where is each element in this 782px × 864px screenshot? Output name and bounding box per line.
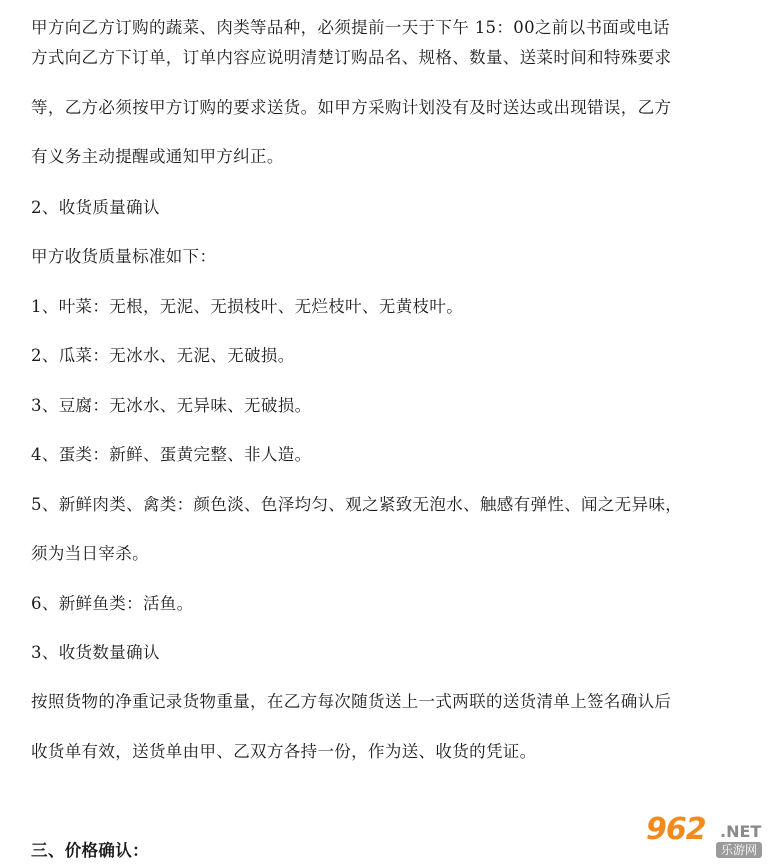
watermark-subtitle: 乐游网 xyxy=(716,842,762,858)
site-watermark-logo xyxy=(646,812,778,862)
section-heading: 三、价格确认： xyxy=(31,841,149,860)
paragraph-line: 甲方收货质量标准如下： xyxy=(31,247,217,266)
paragraph-line: 收货单有效，送货单由甲、乙双方各持一份，作为送、收货的凭证。 xyxy=(31,742,537,761)
list-item: 4、蛋类：新鲜、蛋黄完整、非人造。 xyxy=(31,445,312,464)
watermark-brand: 962 xyxy=(646,812,706,847)
subsection-title: 3、收货数量确认 xyxy=(31,643,160,662)
list-item: 2、瓜菜：无冰水、无泥、无破损。 xyxy=(31,346,295,365)
list-item: 6、新鲜鱼类：活鱼。 xyxy=(31,594,194,613)
list-item: 5、新鲜肉类、禽类：颜色淡、色泽均匀、观之紧致无泡水、触感有弹性、闻之无异味， xyxy=(31,495,683,514)
paragraph-line: 有义务主动提醒或通知甲方纠正。 xyxy=(31,147,284,166)
paragraph-line: 等，乙方必须按甲方订购的要求送货。如甲方采购计划没有及时送达或出现错误，乙方 xyxy=(31,98,672,117)
list-item: 1、叶菜：无根，无泥、无损枝叶、无烂枝叶、无黄枝叶。 xyxy=(31,297,464,316)
list-item-continuation: 须为当日宰杀。 xyxy=(31,544,149,563)
watermark-domain: .NET xyxy=(720,822,762,841)
subsection-title: 2、收货质量确认 xyxy=(31,198,160,217)
paragraph-line: 按照货物的净重记录货物重量，在乙方每次随货送上一式两联的送货清单上签名确认后 xyxy=(31,692,672,711)
paragraph-line: 甲方向乙方订购的蔬菜、肉类等品种，必须提前一天于下午 15：00之前以书面或电话 xyxy=(31,18,670,37)
paragraph-line: 方式向乙方下订单，订单内容应说明清楚订购品名、规格、数量、送菜时间和特殊要求 xyxy=(31,48,672,67)
list-item: 3、豆腐：无冰水、无异味、无破损。 xyxy=(31,396,312,415)
